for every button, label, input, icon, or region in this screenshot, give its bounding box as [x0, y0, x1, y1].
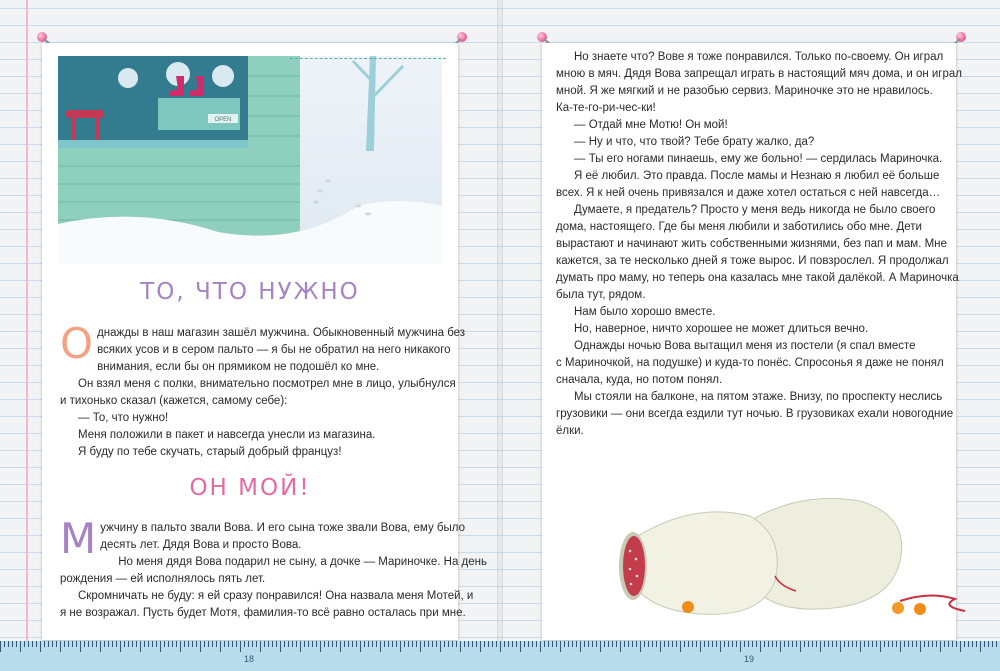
drop-cap: О [60, 319, 94, 368]
text-line: Но, наверное, ничто хорошее не может длиться вечно. [574, 323, 869, 335]
open-sign: OPEN [214, 117, 232, 123]
text-line: думать про маму, но теперь она казалась мне такой далёкой. А Мариночка [556, 272, 959, 284]
text-line: Но меня дядя Вова подарил не сыну, а дочке — Мариночке. На день [118, 556, 488, 568]
text-line: мною в мяч. Дядя Вова запрещал играть в настоящий мяч дома, и он играл [556, 68, 963, 80]
right-page [542, 43, 963, 640]
text-line: Я буду по тебе скучать, старый добрый француз! [78, 446, 342, 458]
text-line: рождения — ей исполнялось пять лет. [60, 573, 266, 585]
text-line: внимания, если бы он прямиком не подошёл ко мне. [97, 361, 380, 373]
text-line: — То, что нужно! [78, 412, 169, 424]
text-line: была тут, рядом. [556, 289, 646, 301]
text-line: Нам было хорошо вместе. [574, 306, 716, 318]
text-line: ёлки. [556, 425, 584, 437]
book-spine [497, 0, 503, 671]
text-line: — Отдай мне Мотю! Он мой! [574, 119, 728, 131]
text-line: Меня положили в пакет и навсегда унесли из магазина. [78, 429, 376, 441]
page-number: 18 [244, 654, 255, 664]
text-line: всяких усов и в сером пальто — я бы не обратил на него никакого [97, 344, 451, 356]
text-line: Он взял меня с полки, внимательно посмотрел мне в лицо, улыбнулся [78, 378, 456, 390]
text-line: и тихонько сказал (кажется, самому себе): [60, 395, 288, 407]
text-line: грузовики — они всегда ездили тут ночью. В грузовиках ехали новогодние [556, 408, 954, 420]
shop-window-illustration [58, 56, 442, 264]
text-line: днажды в наш магазин зашёл мужчина. Обыкновенный мужчина без [97, 327, 466, 339]
text-line: Но знаете что? Вове я тоже понравился. Только по-своему. Он играл [574, 51, 944, 63]
text-line: — Ты его ногами пинаешь, ему же больно! — сердилась Мариночка. [574, 153, 943, 165]
text-line: всех. Я к ней очень привязался и даже хотел остаться с ней навсегда… [556, 187, 941, 199]
text-line: кажется, за те несколько дней я тоже вырос. И повзрослел. Я продолжал [556, 255, 949, 267]
text-line: Думаете, я предатель? Просто у меня ведь никогда не было своего [574, 204, 936, 216]
sacks-illustration [600, 481, 970, 621]
drop-cap: М [60, 514, 97, 563]
text-line: Мы стояли на балконе, на пятом этаже. Внизу, по проспекту неслись [574, 391, 943, 403]
text-line: ужчину в пальто звали Вова. И его сына тоже звали Вова, ему было [100, 522, 465, 534]
text-line: мной. Я же мягкий и не разобью сервиз. Мариночке это не нравилось. [556, 85, 933, 97]
text-line: Однажды ночью Вова вытащил меня из постели (я спал вместе [574, 340, 916, 352]
text-line: десять лет. Дядя Вова и просто Вова. [100, 539, 302, 551]
chapter-text [60, 319, 466, 461]
string-line [290, 58, 446, 59]
text-line: Скромничать не буду: я ей сразу понравился! Она назвала меня Мотей, и [78, 590, 474, 602]
text-line: сначала, куда, но потом понял. [556, 374, 723, 386]
text-line: вырастают и начинают жить собственными жизнями, без пап и мам. Мне [556, 238, 947, 250]
text-line: Я её любил. Это правда. После мамы и Незнаю я любил её больше [574, 170, 940, 182]
text-line: с Мариночкой, на подушке) и куда-то понёс. Спросонья я даже не понял [556, 357, 944, 369]
text-line: Ка-те-го-ри-чес-ки! [556, 102, 656, 114]
left-page [42, 43, 488, 640]
ruler [0, 641, 1000, 671]
chapter-heading: ОН МОЙ! [189, 475, 311, 501]
chapter-heading: ТО, ЧТО НУЖНО [140, 279, 360, 305]
text-line: дома, настоящего. Где бы меня любили и заботились обо мне. Дети [556, 221, 922, 233]
text-line: я не возражал. Пусть будет Мотя, фамилия-то всё равно осталась при мне. [60, 607, 466, 619]
text-line: — Ну и что, что твой? Тебе брату жалко, да? [574, 136, 815, 148]
chapter-text [60, 514, 488, 622]
chapter-text [556, 49, 963, 440]
page-number: 19 [744, 654, 755, 664]
